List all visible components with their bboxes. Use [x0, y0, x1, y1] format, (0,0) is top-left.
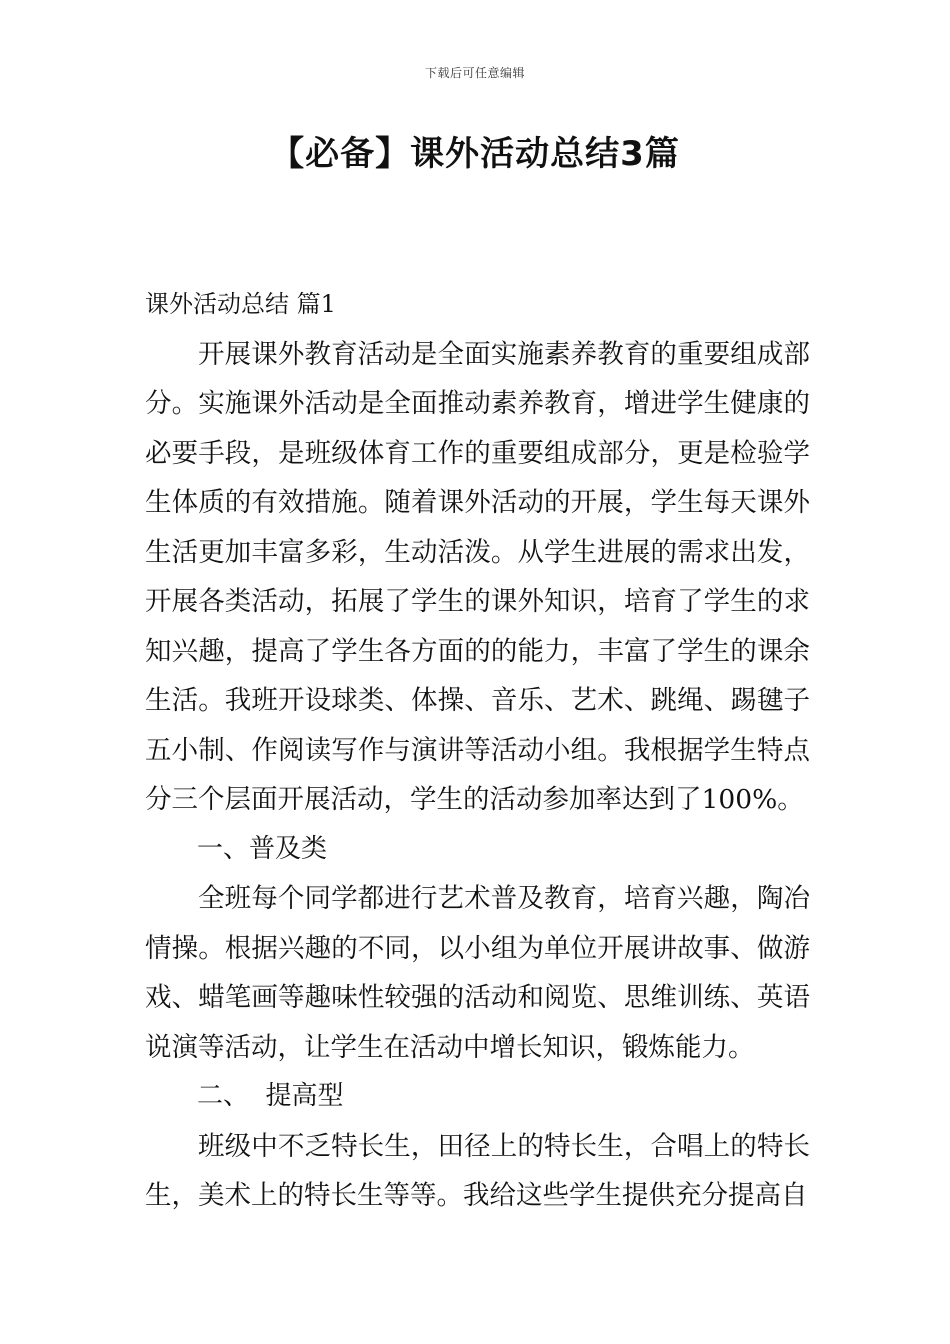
section-heading: 课外活动总结 篇1 [145, 290, 336, 318]
paragraph-intro: 开展课外教育活动是全面实施素养教育的重要组成部分。实施课外活动是全面推动素养教育，增进学生健康的必要手段，是班级体育工作的重要组成部分，更是检验学生体质的有效措施。随着课外活动的开展，学生每天课外生活更加丰富多彩，生动活泼。从学生进展的需求出发，开展各类活动，拓展了学生的课外知识，培育了学生的求知兴趣，提高了学生各方面的的能力，丰富了学生的课余生活。我班开设球类、体操、音乐、艺术、跳绳、踢毽子五小制、作阅读写作与演讲等活动小组。我根据学生特点分三个层面开展活动，学生的活动参加率达到了100%。 [145, 338, 810, 815]
paragraph-popularization: 全班每个同学都进行艺术普及教育，培育兴趣，陶冶情操。根据兴趣的不同，以小组为单位开展讲故事、做游戏、蜡笔画等趣味性较强的活动和阅览、思维训练、英语说演等活动，让学生在活动中增长知识，锻炼能力。 [145, 883, 810, 1063]
paragraph-improvement: 班级中不乏特长生，田径上的特长生，合唱上的特长生，美术上的特长生等等。我给这些学生提供充分提高自 [145, 1130, 810, 1211]
document-title: 【必备】课外活动总结3篇 [270, 134, 680, 174]
subheading-improvement: 二、 提高型 [197, 1081, 344, 1111]
header-note: 下载后可任意编辑 [424, 66, 525, 80]
document-body [145, 280, 810, 1221]
subheading-popularization: 一、普及类 [197, 833, 328, 864]
